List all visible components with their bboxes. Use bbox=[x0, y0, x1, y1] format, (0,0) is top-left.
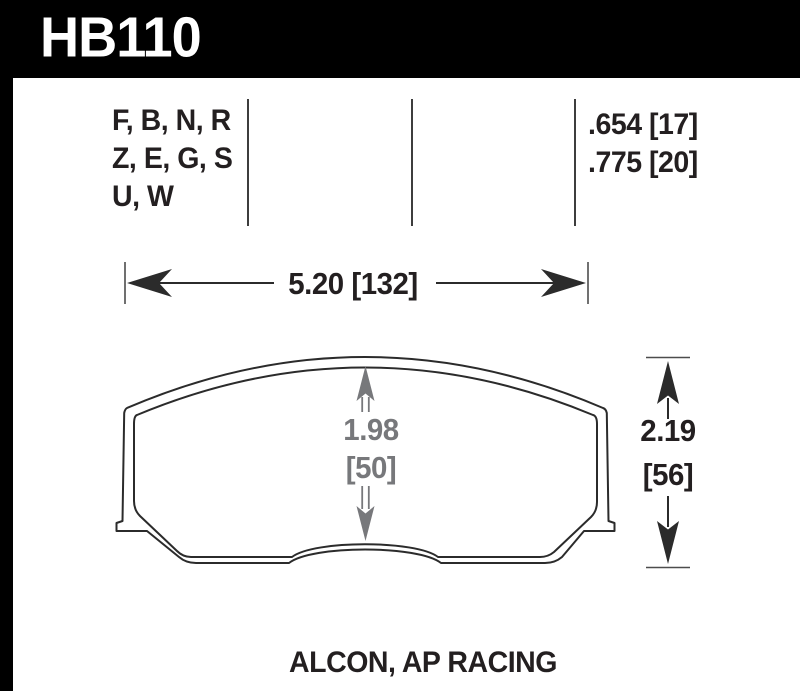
inner-dim-down-arrowhead bbox=[357, 506, 375, 541]
applications-label: ALCON, AP RACING bbox=[289, 646, 557, 679]
width-dimension-label: 5.20 [132] bbox=[288, 266, 418, 301]
thickness-line-2: .775 [20] bbox=[588, 146, 698, 179]
thickness-line-1: .654 [17] bbox=[588, 108, 698, 141]
compound-line-2: Z, E, G, S bbox=[112, 142, 233, 175]
inner-height-inches-label: 1.98 bbox=[343, 412, 399, 447]
inner-dim-up-arrowhead bbox=[357, 366, 375, 401]
compound-line-1: F, B, N, R bbox=[112, 104, 231, 137]
overall-height-mm-label: [56] bbox=[642, 457, 694, 492]
overall-dim-up-arrowhead bbox=[657, 361, 679, 404]
overall-dim-down-arrowhead bbox=[657, 521, 679, 564]
overall-height-inches-label: 2.19 bbox=[640, 413, 696, 448]
inner-height-mm-label: [50] bbox=[345, 450, 397, 485]
part-number: HB110 bbox=[40, 5, 201, 70]
compound-line-3: U, W bbox=[112, 180, 174, 213]
